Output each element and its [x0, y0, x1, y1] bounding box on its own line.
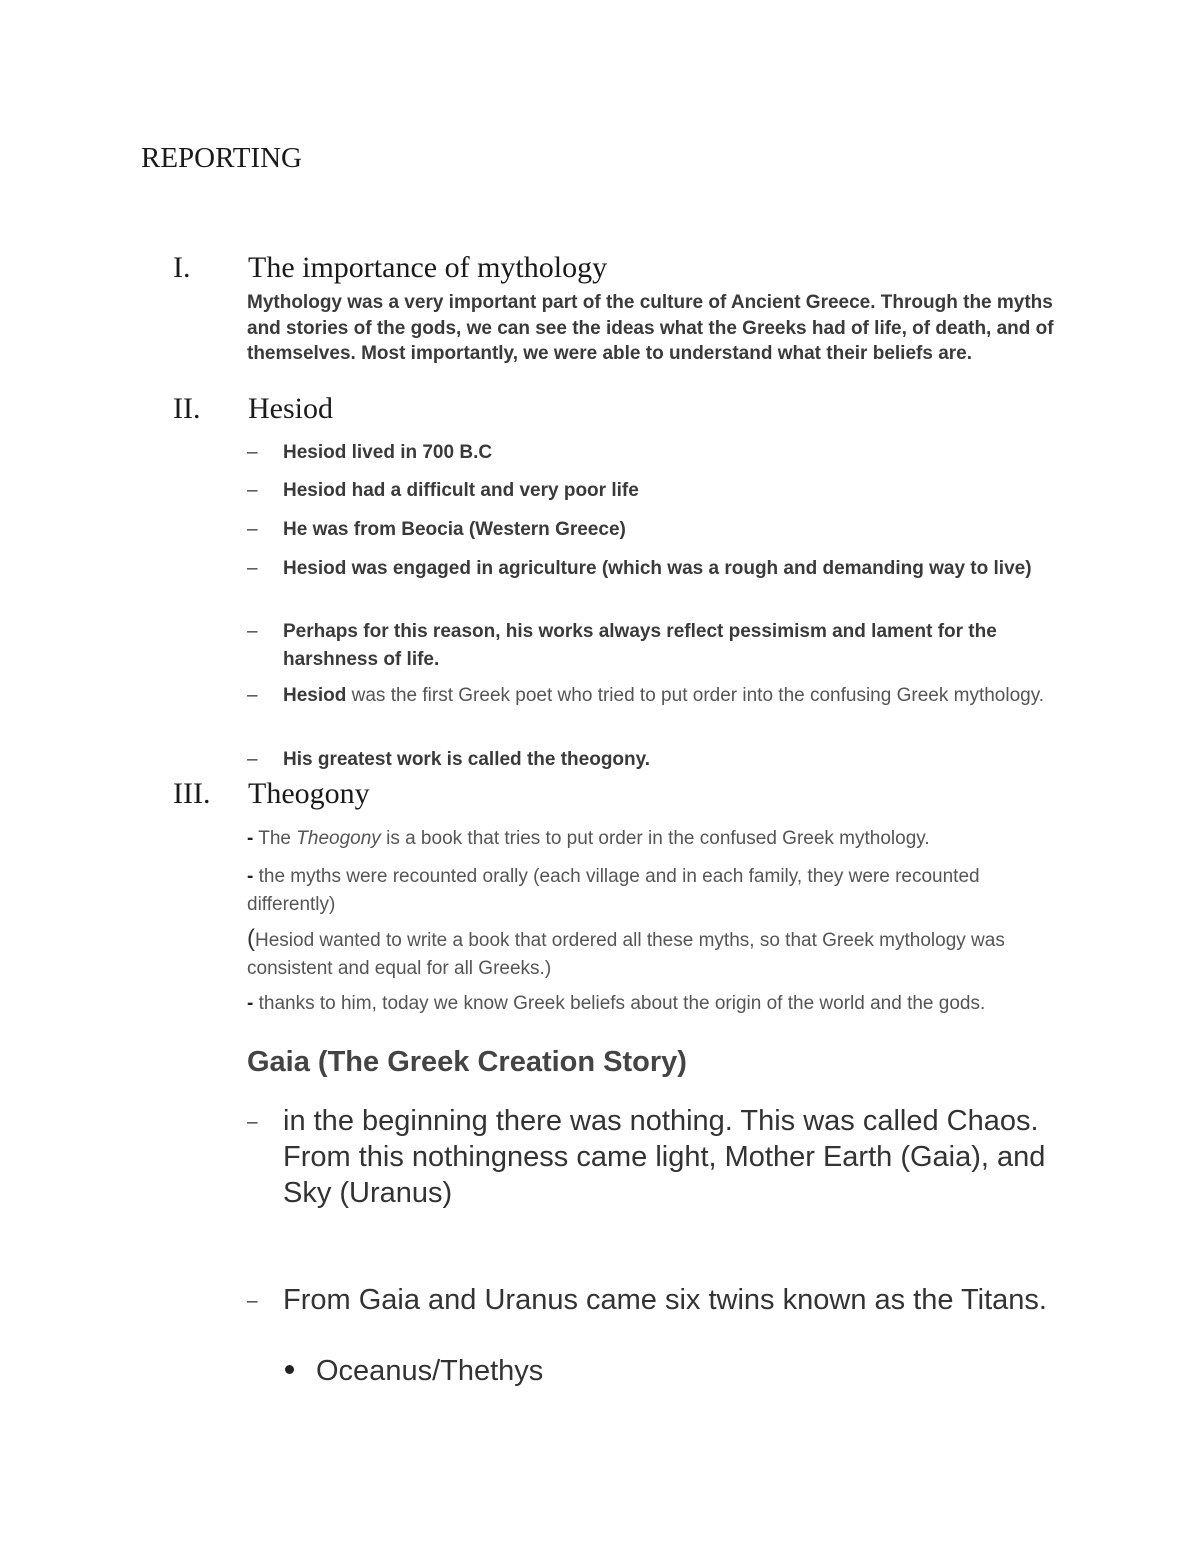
paren-marker: (	[247, 925, 255, 952]
dash-marker: –	[247, 480, 258, 501]
list-item	[247, 516, 1083, 544]
section-title: Hesiod	[248, 392, 333, 425]
section-number: I.	[173, 251, 191, 284]
list-item-text: From Gaia and Uranus came six twins known as the Titans.	[283, 1284, 1047, 1316]
section-number: II.	[173, 392, 201, 425]
list-item-text: Hesiod was engaged in agriculture (which was a rough and demanding way to live)	[283, 558, 1032, 579]
text-run: is a book that tries to put order in the confused Greek mythology.	[380, 828, 930, 849]
section-heading-hesiod	[173, 392, 333, 426]
section-body-importance: Mythology was a very important part of the culture of Ancient Greece. Through the myths and stories of the gods, we can see the ideas what the Greeks had of life, of death, and of themselves. Most importantly, we were able to understand what their beliefs are.	[247, 292, 1054, 364]
theogony-line-4	[247, 990, 1067, 1018]
text-run: Hesiod wanted to write a book that ordered all these myths, so that Greek mythology was consistent and equal for all Greeks.)	[247, 930, 1005, 979]
dash-marker: –	[247, 1291, 258, 1312]
list-item-text: in the beginning there was nothing. This was called Chaos.	[283, 1105, 1039, 1137]
dash-marker: –	[247, 1112, 258, 1133]
list-item-text: Perhaps for this reason, his works always reflect pessimism and lament for the harshness of life.	[283, 621, 997, 670]
list-item-text: He was from Beocia (Western Greece)	[283, 519, 626, 540]
list-item	[247, 618, 1083, 674]
list-item	[247, 555, 1083, 583]
dash-marker: –	[247, 519, 258, 540]
text-run: thanks to him, today we know Greek beliefs about the origin of the world and the gods.	[253, 993, 986, 1014]
text-run: the myths were recounted orally (each village and in each family, they were recounted differently)	[247, 866, 980, 915]
list-item	[247, 1103, 1083, 1211]
gaia-heading: Gaia (The Greek Creation Story)	[247, 1046, 687, 1078]
book-title: Theogony	[296, 828, 381, 849]
dash-marker: –	[247, 685, 258, 706]
dash-marker: –	[247, 442, 258, 463]
list-item-text: From this nothingness came light, Mother Earth (Gaia), and Sky (Uranus)	[283, 1141, 1046, 1209]
list-item	[247, 746, 1083, 774]
list-item	[247, 477, 1083, 505]
theogony-line-1	[247, 825, 1067, 853]
dash-marker: –	[247, 558, 258, 579]
list-item	[247, 682, 1083, 710]
document-title: REPORTING	[141, 142, 302, 174]
list-item-text: Hesiod lived in 700 B.C	[283, 442, 493, 463]
list-item-text: was the first Greek poet who tried to put order into the confusing Greek mythology.	[346, 685, 1045, 706]
titan-bullet-item	[283, 1353, 543, 1389]
theogony-line-3	[247, 925, 1067, 983]
list-item-bold: Hesiod	[283, 685, 347, 706]
list-item	[247, 439, 1083, 467]
theogony-line-2	[247, 863, 1067, 919]
text-run: The	[253, 828, 297, 849]
section-number: III.	[173, 777, 211, 810]
dash-marker: -	[247, 828, 254, 849]
section-title: The importance of mythology	[248, 251, 608, 284]
list-item-text: His greatest work is called the theogony.	[283, 749, 651, 770]
section-heading-importance	[173, 251, 607, 285]
dash-marker: -	[247, 993, 254, 1014]
list-item-text: Hesiod had a difficult and very poor life	[283, 480, 639, 501]
bullet-text: Oceanus/Thethys	[316, 1355, 544, 1387]
dash-marker: -	[247, 866, 254, 887]
section-title: Theogony	[248, 777, 370, 810]
list-item	[247, 1282, 1083, 1318]
dash-marker: –	[247, 621, 258, 642]
section-heading-theogony	[173, 777, 370, 811]
bullet-dot-icon	[285, 1365, 294, 1374]
dash-marker: –	[247, 749, 258, 770]
